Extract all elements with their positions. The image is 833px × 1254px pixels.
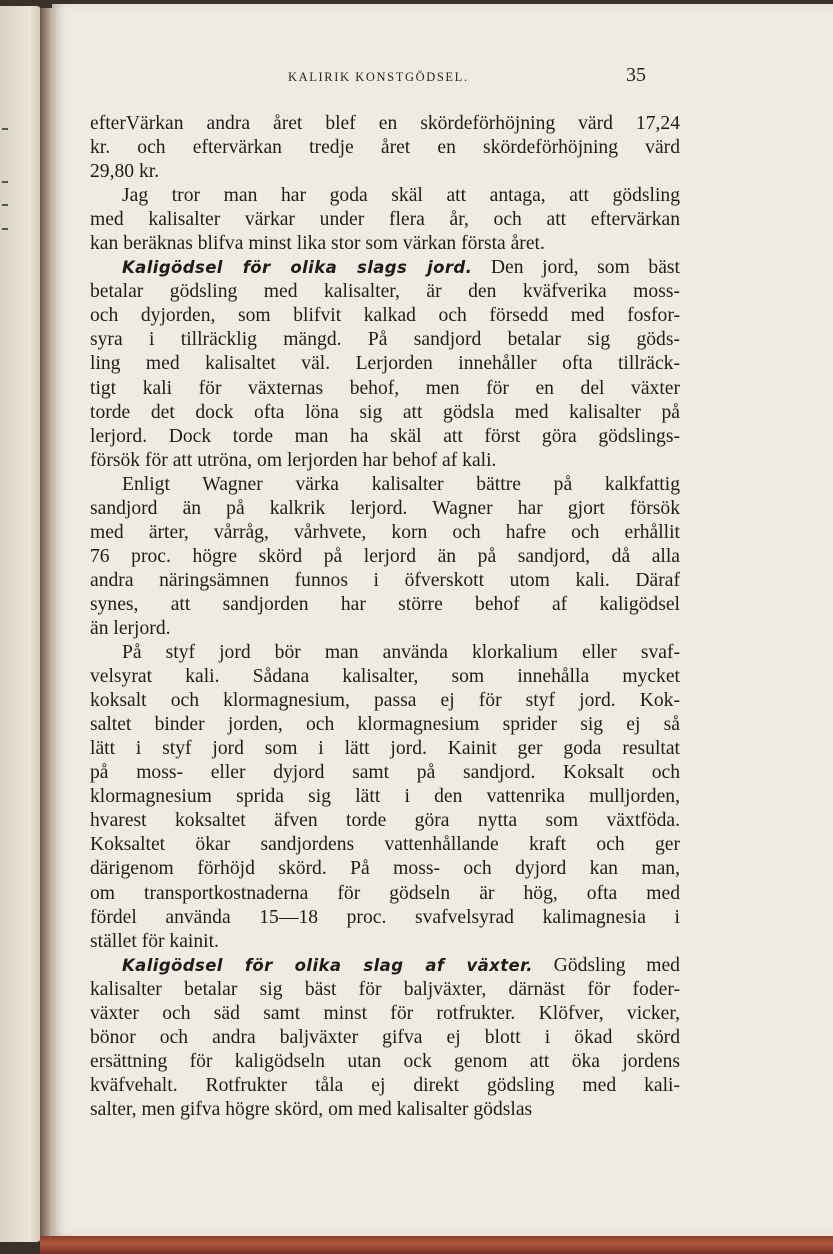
text-line-content: stället för kainit. bbox=[90, 930, 219, 952]
left-page-text-fragment bbox=[2, 204, 8, 206]
text-line-content: med kalisalter värkar under flera år, och att eftervärkan bbox=[90, 209, 680, 231]
text-line-content: fördel använda 15—18 proc. svafvelsyrad kalimagnesia i bbox=[90, 906, 680, 928]
text-line bbox=[90, 232, 680, 256]
text-line-content: saltet binder jorden, och klormagnesium sprider sig ej så bbox=[90, 714, 680, 736]
text-line bbox=[90, 737, 680, 761]
text-line bbox=[90, 136, 680, 160]
text-line bbox=[90, 761, 680, 785]
text-line bbox=[90, 617, 680, 641]
text-line-content: kan beräknas blifva minst lika stor som värkan första året. bbox=[90, 233, 545, 255]
text-line bbox=[90, 1098, 680, 1122]
text-line-content: På styf jord bör man använda klorkalium eller svaf- bbox=[122, 642, 680, 664]
text-line-content: betalar gödsling med kalisalter, är den kväfverika moss- bbox=[90, 281, 680, 303]
text-line-content: kväfvehalt. Rotfrukter tåla ej direkt gödsling med kali- bbox=[90, 1074, 680, 1096]
left-page-text-fragment bbox=[2, 228, 8, 230]
text-line-content: Den jord, som bäst bbox=[472, 257, 680, 279]
text-line bbox=[90, 1002, 680, 1026]
text-line bbox=[90, 328, 680, 352]
text-line bbox=[90, 184, 680, 208]
text-line bbox=[90, 352, 680, 376]
text-line-content: växter och säd samt minst för rotfrukter. Klöfver, vicker, bbox=[90, 1002, 680, 1024]
text-line-content: sandjord än på kalkrik lerjord. Wagner har gjort försök bbox=[90, 497, 680, 519]
body-text bbox=[90, 112, 680, 1122]
text-line bbox=[90, 882, 680, 906]
text-line-content: försök för att utröna, om lerjorden har behof af kali. bbox=[90, 449, 497, 471]
text-line bbox=[90, 857, 680, 881]
text-line-content: kalisalter betalar sig bäst för baljväxter, därnäst för foder- bbox=[90, 978, 680, 1000]
left-page-text-fragment bbox=[2, 181, 8, 183]
page-number: 35 bbox=[626, 64, 646, 86]
text-line-content: på moss- eller dyjord samt på sandjord. Koksalt och bbox=[90, 762, 680, 784]
text-line bbox=[90, 930, 680, 954]
text-line bbox=[90, 569, 680, 593]
text-line-content: än lerjord. bbox=[90, 617, 171, 639]
text-line bbox=[90, 521, 680, 545]
text-line-content: kr. och eftervärkan tredje året en skördeförhöjning värd bbox=[90, 137, 680, 159]
text-line bbox=[90, 689, 680, 713]
text-line bbox=[90, 593, 680, 617]
text-line-content: ling med kalisaltet väl. Lerjorden innehåller ofta tillräck- bbox=[90, 353, 680, 375]
text-line bbox=[90, 833, 680, 857]
text-line bbox=[90, 1074, 680, 1098]
text-line-content: ersättning för kaligödseln utan ock genom att öka jordens bbox=[90, 1050, 680, 1072]
text-line bbox=[90, 713, 680, 737]
text-line-content: lätt i styf jord som i lätt jord. Kainit ger goda resultat bbox=[90, 738, 680, 760]
text-line-content: syra i tillräcklig mängd. På sandjord betalar sig göds- bbox=[90, 329, 680, 351]
text-line bbox=[90, 1026, 680, 1050]
text-line bbox=[90, 978, 680, 1002]
text-line-content: därigenom förhöjd skörd. På moss- och dyjord kan man, bbox=[90, 858, 680, 880]
text-line-content: koksalt och klormagnesium, passa ej för styf jord. Kok- bbox=[90, 690, 680, 712]
text-line bbox=[90, 906, 680, 930]
text-line-content: Enligt Wagner värka kalisalter bättre på kalkfattig bbox=[122, 473, 680, 495]
text-line-content: och dyjorden, som blifvit kalkad och försedd med fosfor- bbox=[90, 305, 680, 327]
text-line bbox=[90, 665, 680, 689]
text-line bbox=[90, 497, 680, 521]
text-line bbox=[90, 112, 680, 136]
text-line-content: med ärter, vårråg, vårhvete, korn och hafre och erhållit bbox=[90, 521, 680, 543]
text-line bbox=[90, 280, 680, 304]
section-lead-heading: Kaligödsel för olika slags jord. bbox=[122, 258, 473, 278]
text-line-content: salter, men gifva högre skörd, om med kalisalter gödslas bbox=[90, 1098, 533, 1120]
text-line bbox=[90, 377, 680, 401]
text-line-content: Jag tror man har goda skäl att antaga, att gödsling bbox=[122, 185, 680, 207]
text-line-content: om transportkostnaderna för gödseln är hög, ofta med bbox=[90, 882, 680, 904]
text-line bbox=[90, 473, 680, 497]
text-line-content: efterVärkan andra året blef en skördeförhöjning värd 17,24 bbox=[90, 113, 680, 134]
text-line bbox=[90, 954, 680, 978]
running-title: KALIRIK KONSTGÖDSEL. bbox=[288, 70, 469, 84]
text-line bbox=[90, 641, 680, 665]
book-cover-edge bbox=[40, 1236, 833, 1254]
text-line bbox=[90, 401, 680, 425]
text-line-content: Gödsling med bbox=[532, 954, 680, 976]
text-line-content: andra näringsämnen funnos i öfverskott utom kali. Däraf bbox=[90, 569, 680, 591]
text-line-content: synes, att sandjorden har större behof af kaligödsel bbox=[90, 593, 680, 615]
left-page-text-fragment bbox=[2, 128, 8, 130]
text-line-content: hvarest koksaltet äfven torde göra nytta som växtföda. bbox=[90, 810, 680, 832]
text-line bbox=[90, 304, 680, 328]
text-line-content: klormagnesium sprida sig lätt i den vattenrika mulljorden, bbox=[90, 786, 680, 808]
text-line bbox=[90, 425, 680, 449]
text-line-content: Koksaltet ökar sandjordens vattenhållande kraft och ger bbox=[90, 834, 680, 856]
text-line-content: tigt kali för växternas behof, men för en del växter bbox=[90, 377, 680, 399]
text-line-content: 29,80 kr. bbox=[90, 161, 160, 183]
text-line bbox=[90, 449, 680, 473]
text-line bbox=[90, 785, 680, 809]
section-lead-heading: Kaligödsel för olika slag af växter. bbox=[122, 955, 533, 975]
text-line bbox=[90, 256, 680, 280]
text-line bbox=[90, 545, 680, 569]
text-line-content: velsyrat kali. Sådana kalisalter, som innehålla mycket bbox=[90, 666, 680, 688]
text-line bbox=[90, 160, 680, 184]
left-page-edge bbox=[0, 6, 42, 1242]
text-line-content: torde det dock ofta löna sig att gödsla med kalisalter på bbox=[90, 401, 680, 423]
text-line-content: lerjord. Dock torde man ha skäl att först göra gödslings- bbox=[90, 425, 680, 447]
text-line bbox=[90, 208, 680, 232]
text-line-content: bönor och andra baljväxter gifva ej blott i ökad skörd bbox=[90, 1026, 680, 1048]
text-line bbox=[90, 809, 680, 833]
text-line bbox=[90, 1050, 680, 1074]
text-line-content: 76 proc. högre skörd på lerjord än på sandjord, då alla bbox=[90, 545, 680, 567]
